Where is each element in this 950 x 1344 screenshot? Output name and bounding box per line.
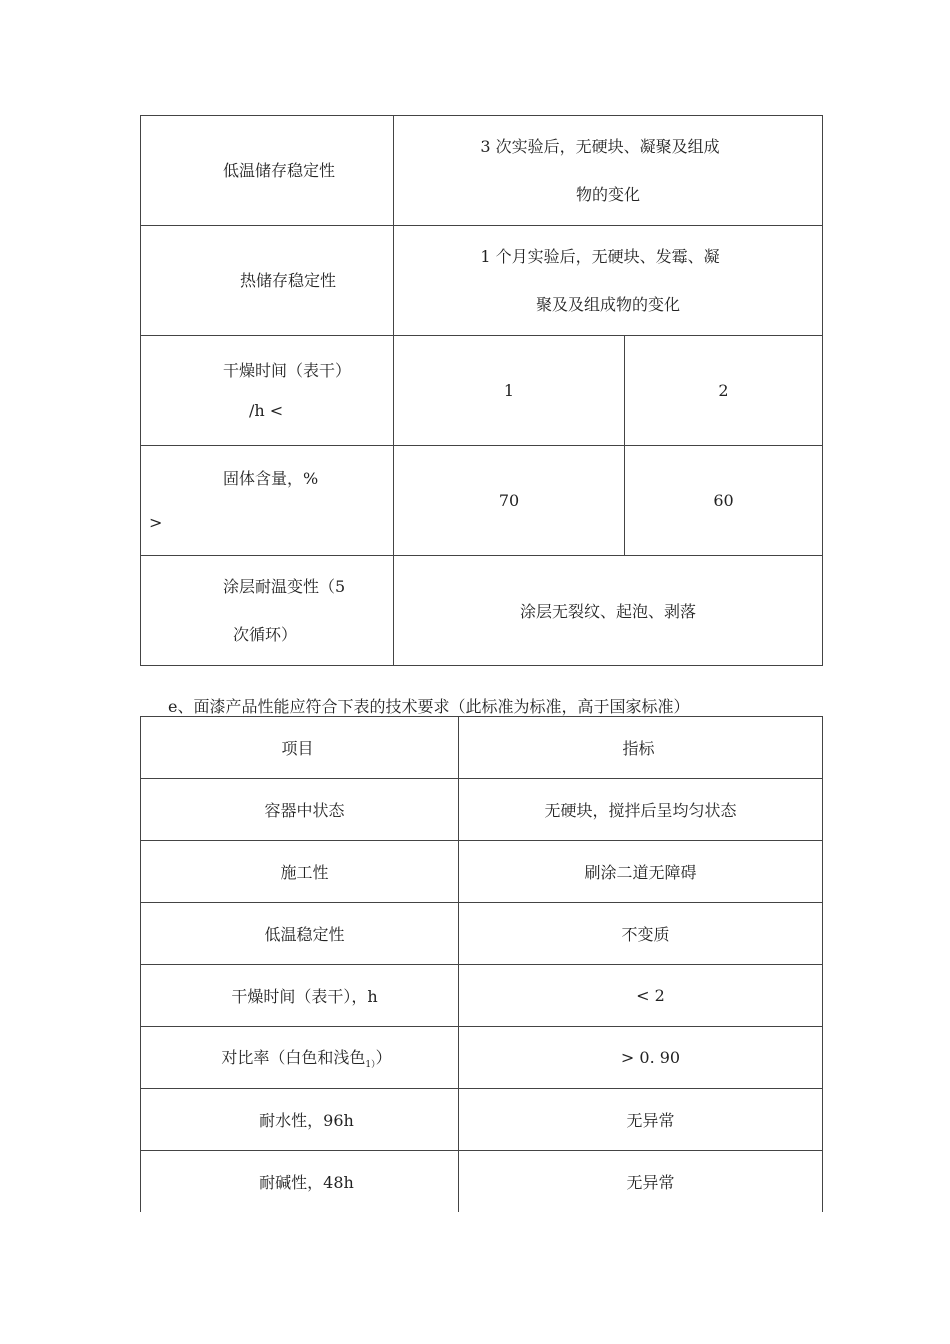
row-value: 涂层无裂纹、起泡、剥落: [394, 556, 823, 666]
table-row: [141, 841, 823, 903]
row-item: 低温稳定性: [141, 903, 459, 965]
storage-properties-table: [140, 115, 823, 666]
row-label: 低温储存稳定性: [141, 116, 394, 226]
header-index: 指标: [459, 717, 823, 779]
table-row: [141, 336, 823, 446]
row-item: 施工性: [141, 841, 459, 903]
header-item: 项目: [141, 717, 459, 779]
row-value: < 2: [459, 965, 823, 1027]
row-item: 对比率（白色和浅色$_{1)}$）: [141, 1027, 459, 1089]
row-label: 干燥时间（表干） /h <: [141, 336, 394, 446]
row-value-1: 1: [394, 336, 625, 446]
table-row: [141, 446, 823, 556]
table-caption: e、面漆产品性能应符合下表的技术要求（此标准为标准，高于国家标准）: [168, 697, 690, 716]
row-value-1: 70: [394, 446, 625, 556]
table-row: [141, 1089, 823, 1151]
row-value: 无硬块，搅拌后呈均匀状态: [459, 779, 823, 841]
row-label: 固体含量，% >: [141, 446, 394, 556]
row-value-2: 60: [625, 446, 823, 556]
table-row: [141, 965, 823, 1027]
row-item: 耐碱性，48h: [141, 1151, 459, 1213]
row-value: 不变质: [459, 903, 823, 965]
table-header-row: [141, 717, 823, 779]
table-row: [141, 1027, 823, 1089]
table-row: [141, 779, 823, 841]
row-item: 耐水性，96h: [141, 1089, 459, 1151]
row-value-2: 2: [625, 336, 823, 446]
topcoat-requirements-table: [140, 716, 823, 1212]
table-row: [141, 116, 823, 226]
row-value: 刷涂二道无障碍: [459, 841, 823, 903]
table-row: [141, 226, 823, 336]
table-row: [141, 556, 823, 666]
row-label: 涂层耐温变性（5 次循环）: [141, 556, 394, 666]
row-value: > 0. 90: [459, 1027, 823, 1089]
row-item: 干燥时间（表干），h: [141, 965, 459, 1027]
row-value: 3 次实验后，无硬块、凝聚及组成 物的变化: [394, 116, 823, 226]
row-label: 热储存稳定性: [141, 226, 394, 336]
row-value: 无异常: [459, 1151, 823, 1213]
row-value: 无异常: [459, 1089, 823, 1151]
table-row: [141, 903, 823, 965]
row-value: 1 个月实验后，无硬块、发霉、凝 聚及及组成物的变化: [394, 226, 823, 336]
row-item: 容器中状态: [141, 779, 459, 841]
table-row: [141, 1151, 823, 1213]
